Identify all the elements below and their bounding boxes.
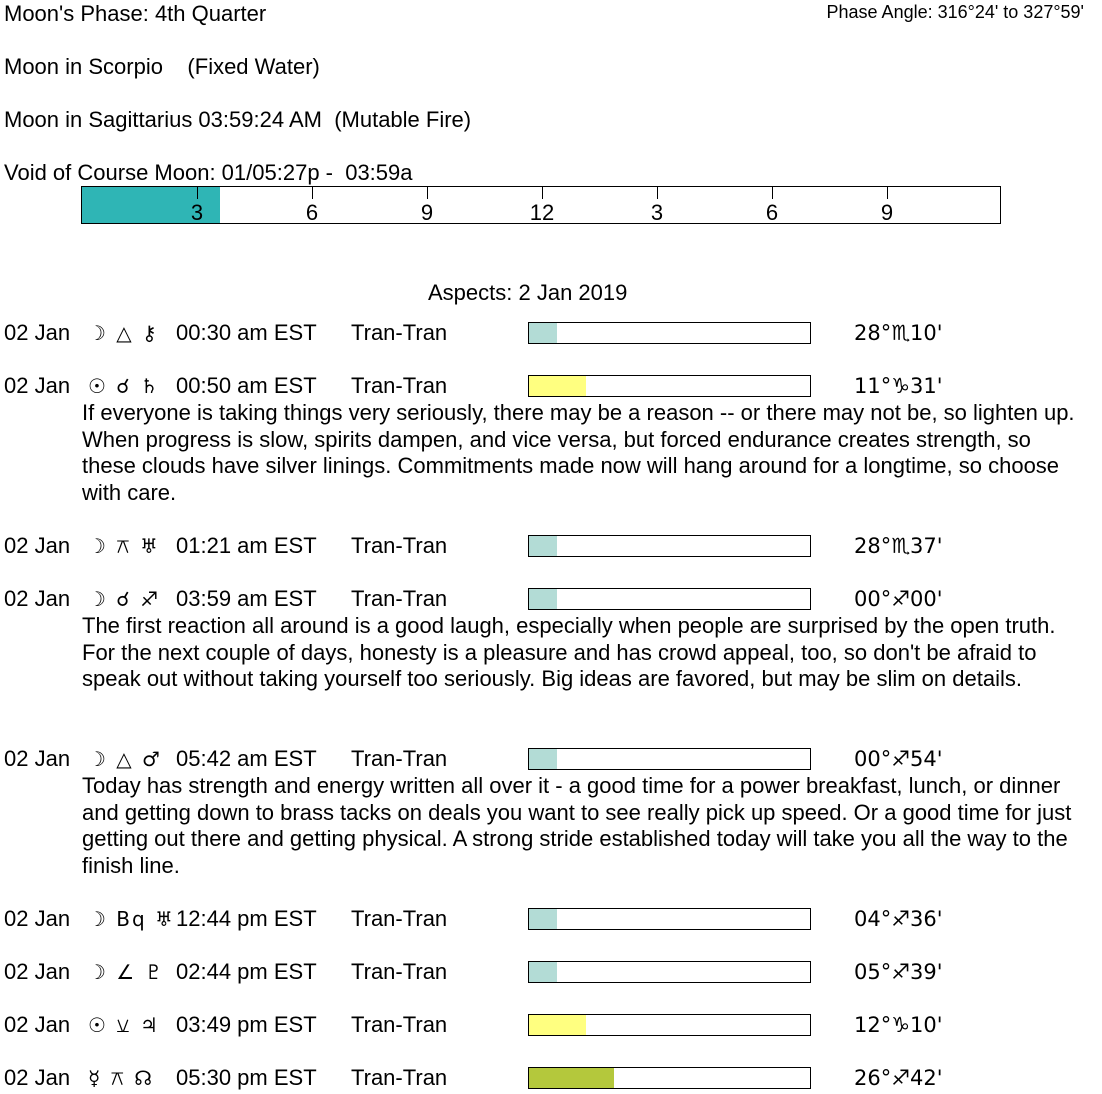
moon-sign-sagittarius: Moon in Sagittarius 03:59:24 AM (Mutable Fire) xyxy=(4,107,472,132)
aspect-time: 05:30 pm EST xyxy=(176,1065,317,1090)
aspect-time: 00:50 am EST xyxy=(176,373,317,398)
aspect-position: 00°♐54' xyxy=(854,747,943,771)
aspects-title: Aspects: 2 Jan 2019 xyxy=(428,280,628,305)
moon-sign-scorpio: Moon in Scorpio (Fixed Water) xyxy=(4,54,320,79)
aspect-position: 26°♐42' xyxy=(854,1066,943,1090)
aspect-glyphs: ☽ ⚻ ♅ xyxy=(88,534,160,558)
aspect-type: Tran-Tran xyxy=(351,906,448,931)
aspect-date: 02 Jan xyxy=(4,1065,71,1090)
aspect-time: 03:49 pm EST xyxy=(176,1012,317,1037)
aspect-glyphs: ☉ ☌ ♄ xyxy=(88,374,161,398)
voc-tick-label: 12 xyxy=(529,200,555,225)
aspect-date: 02 Jan xyxy=(4,906,71,931)
voc-tick-label: 9 xyxy=(420,200,434,225)
aspect-type: Tran-Tran xyxy=(351,959,448,984)
aspect-time: 03:59 am EST xyxy=(176,586,317,611)
aspect-glyphs: ☽ ∠ ♇ xyxy=(88,960,165,984)
aspect-position: 28°♏37' xyxy=(854,534,943,558)
aspect-position: 12°♑10' xyxy=(854,1013,943,1037)
aspect-glyphs: ☽ △ ♂ xyxy=(88,747,162,771)
aspect-description: If everyone is taking things very seriously, there may be a reason -- or there may not be, so lighten up. When progress is slow, spirits dampen, and vice versa, but forced endurance creates strength, so these clouds have silver linings. Commitments made now will hang around for a longtime, so choose with care. xyxy=(82,400,1075,505)
voc-timeline xyxy=(81,186,1001,224)
aspect-strength-bar xyxy=(528,322,811,344)
aspect-strength-bar xyxy=(528,375,811,397)
aspect-type: Tran-Tran xyxy=(351,586,448,611)
aspect-position: 00°♐00' xyxy=(854,587,943,611)
aspect-date: 02 Jan xyxy=(4,1012,71,1037)
aspect-strength-fill xyxy=(529,1015,586,1035)
aspect-date: 02 Jan xyxy=(4,373,71,398)
aspect-type: Tran-Tran xyxy=(351,320,448,345)
aspect-strength-bar xyxy=(528,1014,811,1036)
voc-tick xyxy=(887,187,888,199)
aspect-description: The first reaction all around is a good laugh, especially when people are surprised by the open truth. For the next couple of days, honesty is a pleasure and has crowd appeal, too, so don't be afraid to speak out without taking yourself too seriously. Big ideas are favored, but may be slim on details. xyxy=(82,613,1056,691)
voc-tick xyxy=(312,187,313,199)
voc-tick xyxy=(772,187,773,199)
aspect-glyphs: ☽ △ ⚷ xyxy=(88,321,159,345)
aspect-type: Tran-Tran xyxy=(351,373,448,398)
aspect-time: 05:42 am EST xyxy=(176,746,317,771)
aspect-strength-bar xyxy=(528,535,811,557)
aspect-strength-fill xyxy=(529,1068,614,1088)
aspect-type: Tran-Tran xyxy=(351,533,448,558)
voc-tick xyxy=(542,187,543,199)
moon-phase: Moon's Phase: 4th Quarter xyxy=(4,1,267,26)
aspect-glyphs: ☽ Bq ♅ xyxy=(88,907,175,931)
aspect-glyphs: ☉ ⚺ ♃ xyxy=(88,1013,160,1037)
aspect-strength-fill xyxy=(529,376,586,396)
voc-tick xyxy=(427,187,428,199)
aspect-type: Tran-Tran xyxy=(351,1012,448,1037)
aspect-position: 04°♐36' xyxy=(854,907,943,931)
aspect-strength-bar xyxy=(528,588,811,610)
aspect-strength-fill xyxy=(529,589,557,609)
aspect-position: 11°♑31' xyxy=(854,374,943,398)
aspect-strength-bar xyxy=(528,748,811,770)
voc-tick-label: 6 xyxy=(765,200,779,225)
aspect-type: Tran-Tran xyxy=(351,746,448,771)
aspect-strength-fill xyxy=(529,909,557,929)
aspect-position: 28°♏10' xyxy=(854,321,943,345)
aspect-type: Tran-Tran xyxy=(351,1065,448,1090)
voc-tick xyxy=(657,187,658,199)
phase-angle: Phase Angle: 316°24' to 327°59' xyxy=(826,2,1084,22)
aspect-date: 02 Jan xyxy=(4,959,71,984)
voc-tick-label: 6 xyxy=(305,200,319,225)
aspect-time: 02:44 pm EST xyxy=(176,959,317,984)
aspect-strength-fill xyxy=(529,962,557,982)
aspect-strength-bar xyxy=(528,961,811,983)
aspect-strength-fill xyxy=(529,749,557,769)
void-of-course: Void of Course Moon: 01/05:27p - 03:59a xyxy=(4,160,413,185)
voc-tick xyxy=(197,187,198,199)
aspect-strength-bar xyxy=(528,1067,811,1089)
aspect-date: 02 Jan xyxy=(4,746,71,771)
aspect-date: 02 Jan xyxy=(4,320,71,345)
aspect-strength-fill xyxy=(529,536,557,556)
aspect-description: Today has strength and energy written all over it - a good time for a power breakfast, lunch, or dinner and getting down to brass tacks on deals you want to see really pick up speed. Or a good time for just getting out there and getting physical. A strong stride established today will take you all the way to the finish line. xyxy=(82,773,1072,878)
aspect-time: 12:44 pm EST xyxy=(176,906,317,931)
voc-tick-label: 3 xyxy=(190,200,204,225)
aspect-strength-bar xyxy=(528,908,811,930)
aspect-time: 01:21 am EST xyxy=(176,533,317,558)
voc-tick-label: 9 xyxy=(880,200,894,225)
aspect-glyphs: ☿ ⚻ ☊ xyxy=(88,1066,155,1090)
aspect-date: 02 Jan xyxy=(4,586,71,611)
aspect-time: 00:30 am EST xyxy=(176,320,317,345)
aspect-position: 05°♐39' xyxy=(854,960,943,984)
aspect-strength-fill xyxy=(529,323,557,343)
voc-tick-label: 3 xyxy=(650,200,664,225)
aspect-glyphs: ☽ ☌ ♐ xyxy=(88,587,161,611)
aspect-date: 02 Jan xyxy=(4,533,71,558)
